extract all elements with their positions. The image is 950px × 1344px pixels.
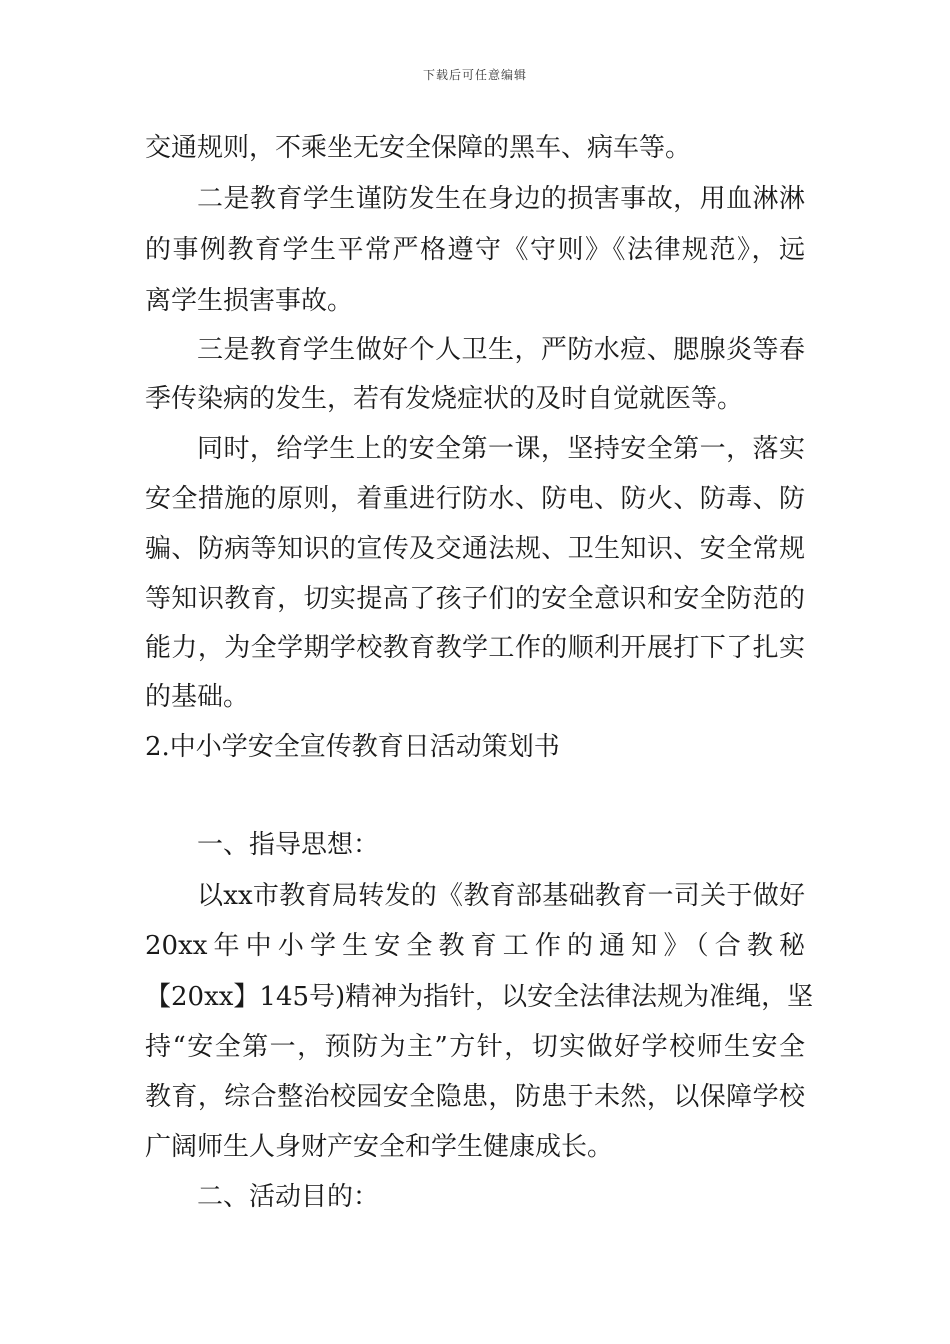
section-heading: 2.中小学安全宣传教育日活动策划书 bbox=[145, 732, 560, 762]
text-line: 的事例教育学生平常严格遵守《守则》《法律规范》，远 bbox=[145, 235, 805, 265]
text-line: 【20xx】145号)精神为指针，以安全法律法规为准绳，坚 bbox=[145, 982, 814, 1012]
page-header-note: 下载后可任意编辑 bbox=[422, 68, 527, 82]
subsection-heading: 二、活动目的： bbox=[197, 1182, 380, 1212]
text-line: 以xx市教育局转发的《教育部基础教育一司关于做好 bbox=[197, 881, 805, 911]
text-line: 20xx年中小学生安全教育工作的通知》（合教秘 bbox=[145, 931, 805, 961]
text-line: 离学生损害事故。 bbox=[145, 286, 354, 316]
text-line: 的基础。 bbox=[145, 682, 250, 712]
subsection-heading: 一、指导思想： bbox=[197, 830, 380, 860]
text-line: 季传染病的发生，若有发烧症状的及时自觉就医等。 bbox=[145, 384, 744, 414]
text-line: 能力，为全学期学校教育教学工作的顺利开展打下了扎实 bbox=[145, 633, 805, 663]
text-line: 三是教育学生做好个人卫生，严防水痘、腮腺炎等春 bbox=[197, 335, 805, 365]
text-line: 持“安全第一，预防为主”方针，切实做好学校师生安全 bbox=[145, 1032, 805, 1062]
text-line: 同时，给学生上的安全第一课，坚持安全第一，落实 bbox=[197, 434, 805, 464]
text-line: 教育，综合整治校园安全隐患，防患于未然，以保障学校 bbox=[145, 1082, 805, 1112]
text-line: 二是教育学生谨防发生在身边的损害事故，用血淋淋 bbox=[197, 184, 805, 214]
text-line: 交通规则，不乘坐无安全保障的黑车、病车等。 bbox=[145, 133, 692, 163]
text-line: 骗、防病等知识的宣传及交通法规、卫生知识、安全常规 bbox=[145, 534, 805, 564]
text-line: 广阔师生人身财产安全和学生健康成长。 bbox=[145, 1132, 614, 1162]
text-line: 等知识教育，切实提高了孩子们的安全意识和安全防范的 bbox=[145, 584, 805, 614]
text-line: 安全措施的原则，着重进行防水、防电、防火、防毒、防 bbox=[145, 484, 805, 514]
